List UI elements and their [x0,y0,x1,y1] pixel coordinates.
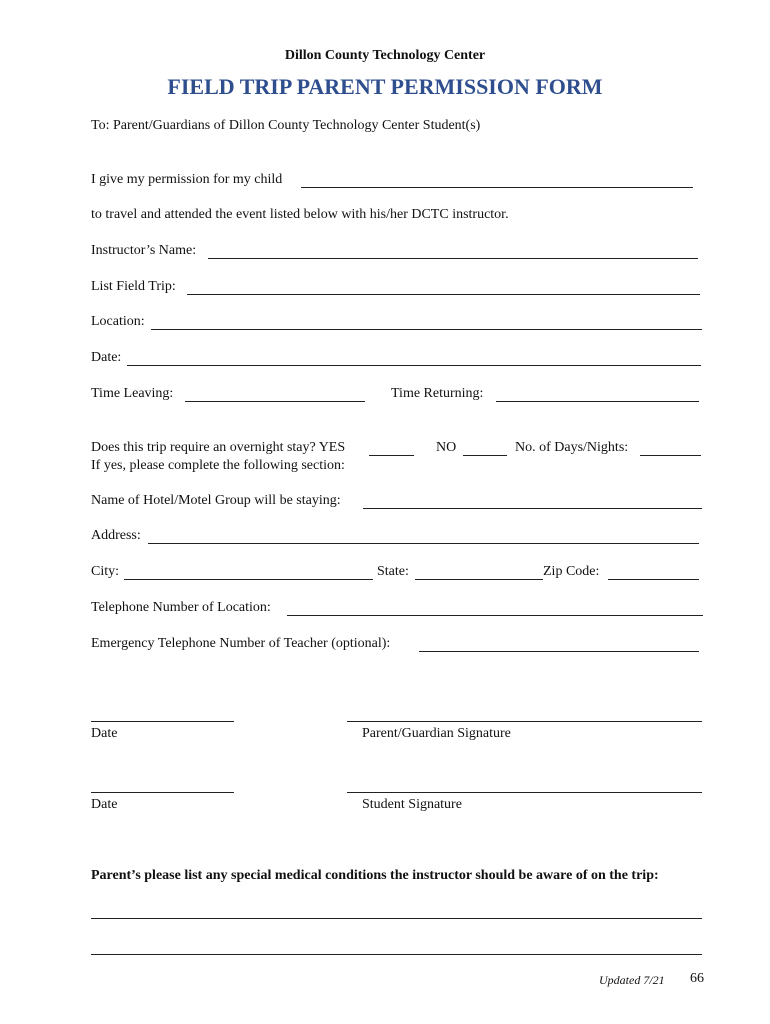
student-signature-label: Student Signature [362,797,462,812]
parent-signature-label: Parent/Guardian Signature [362,726,511,741]
student-date-label: Date [91,797,118,812]
field-trip-label: List Field Trip: [91,279,176,294]
overnight-no-label: NO [436,440,457,455]
updated-date: Updated 7/21 [599,973,665,987]
medical-line-2[interactable] [91,954,702,955]
date-field[interactable] [127,365,701,366]
parent-signature-line[interactable] [347,721,702,722]
parent-date-label: Date [91,726,118,741]
date-label: Date: [91,350,122,365]
city-label: City: [91,564,120,579]
medical-line-1[interactable] [91,918,702,919]
hotel-field[interactable] [363,508,702,509]
state-label: State: [377,564,409,579]
city-field[interactable] [124,579,373,580]
days-nights-label: No. of Days/Nights: [515,440,629,455]
telephone-label: Telephone Number of Location: [91,600,271,615]
page-title: FIELD TRIP PARENT PERMISSION FORM [167,74,603,99]
zip-label: Zip Code: [543,564,600,579]
emergency-phone-field[interactable] [419,651,699,652]
child-name-field[interactable] [301,187,693,188]
time-returning-label: Time Returning: [391,386,484,401]
address-field[interactable] [148,543,699,544]
medical-conditions-prompt: Parent’s please list any special medical conditions the instructor should be aware of on the trip: [91,868,659,883]
location-label: Location: [91,314,145,329]
organization-name: Dillon County Technology Center [284,48,486,63]
overnight-no-field[interactable] [463,455,507,456]
address-label: Address: [91,528,141,543]
permission-label: I give my permission for my child [91,172,283,187]
time-returning-field[interactable] [496,401,699,402]
zip-field[interactable] [608,579,699,580]
days-nights-field[interactable] [640,455,701,456]
field-trip-field[interactable] [187,294,700,295]
hotel-label: Name of Hotel/Motel Group will be staying: [91,493,341,508]
to-line: To: Parent/Guardians of Dillon County Technology Center Student(s) [91,118,481,133]
instructor-label: Instructor’s Name: [91,243,197,258]
state-field[interactable] [415,579,543,580]
overnight-yes-field[interactable] [369,455,414,456]
telephone-field[interactable] [287,615,703,616]
page-number: 66 [690,971,704,986]
travel-statement: to travel and attended the event listed below with his/her DCTC instructor. [91,207,509,222]
if-yes-instruction: If yes, please complete the following section: [91,458,345,473]
instructor-name-field[interactable] [208,258,698,259]
emergency-phone-label: Emergency Telephone Number of Teacher (optional): [91,636,391,651]
student-date-line[interactable] [91,792,234,793]
time-leaving-label: Time Leaving: [91,386,174,401]
time-leaving-field[interactable] [185,401,365,402]
overnight-question: Does this trip require an overnight stay? YES [91,440,346,455]
student-signature-line[interactable] [347,792,702,793]
location-field[interactable] [151,329,702,330]
parent-date-line[interactable] [91,721,234,722]
